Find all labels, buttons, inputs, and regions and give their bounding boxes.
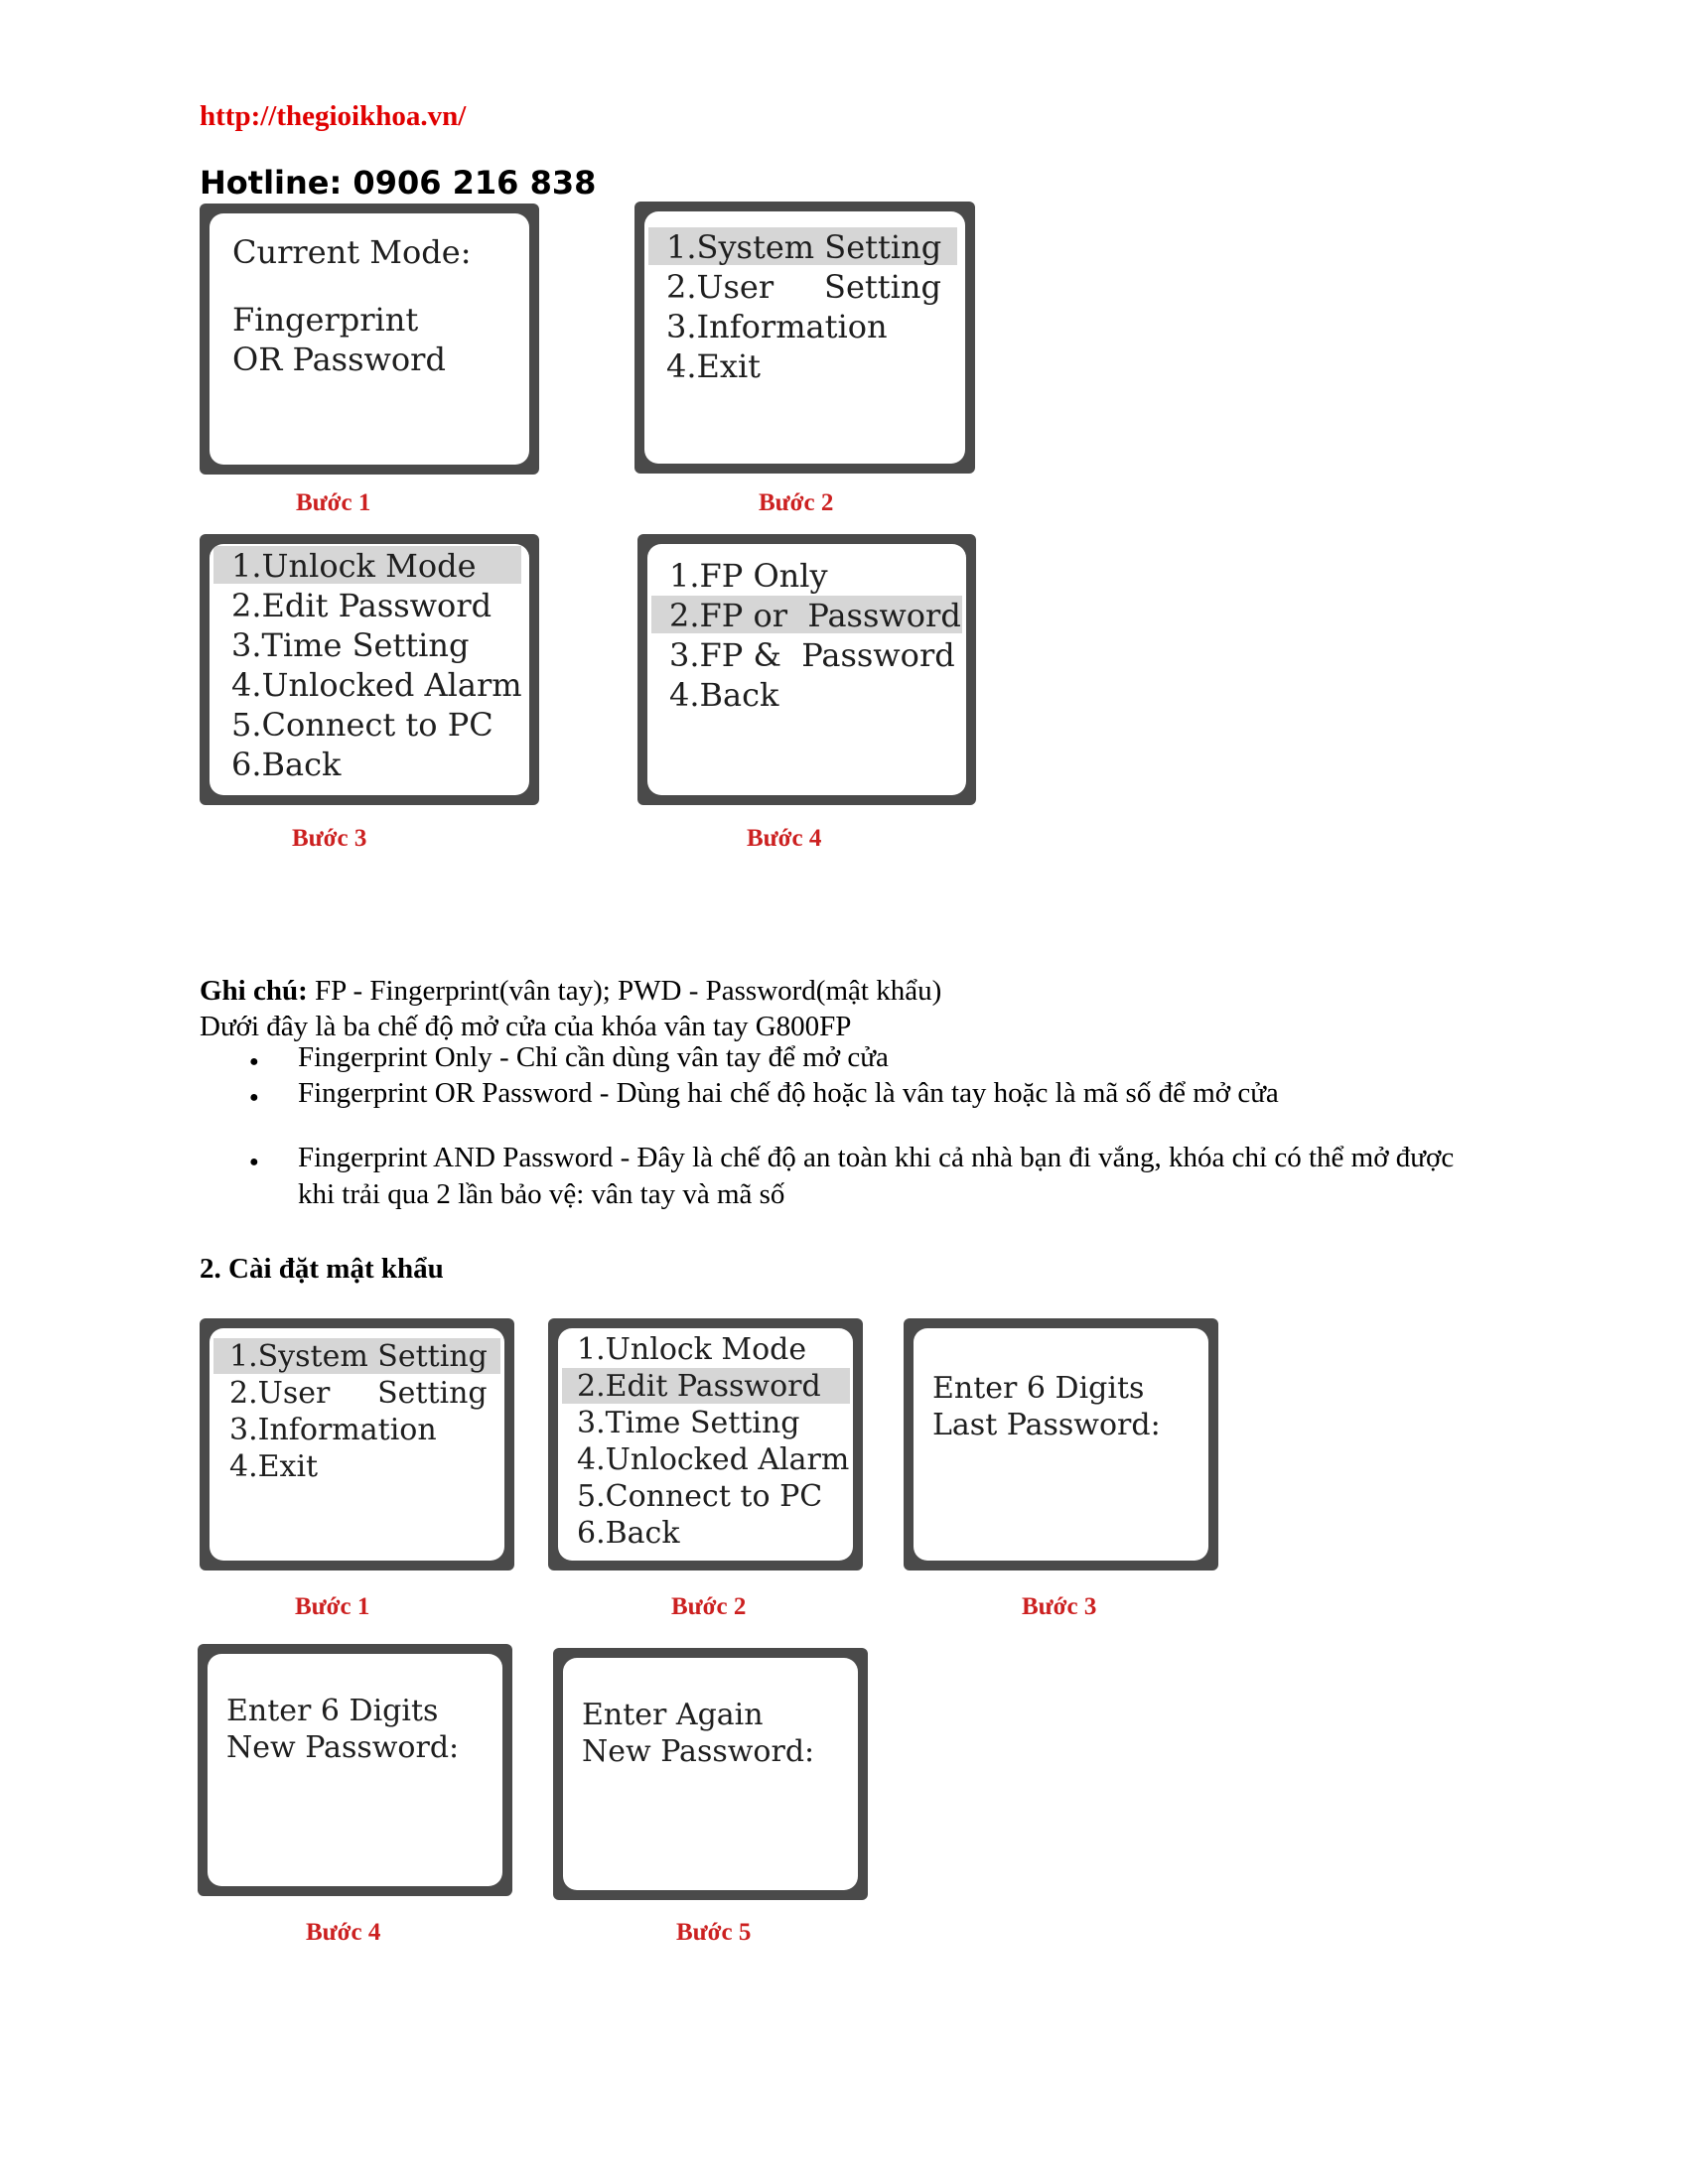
step-label: Bước 4 [747, 825, 822, 852]
bullet-icon: ● [249, 1089, 259, 1106]
lcd-line: Enter 6 Digits [932, 1371, 1145, 1406]
step-label: Bước 1 [295, 1593, 370, 1620]
lcd-screen-main-menu [200, 1318, 514, 1570]
lcd-screen-system-menu [200, 534, 539, 805]
lcd-line: 4.Unlocked Alarm [231, 666, 522, 704]
step-label: Bước 3 [292, 825, 367, 852]
list-item: Fingerprint OR Password - Dùng hai chế độ hoặc là vân tay hoặc là mã số để mở cửa [298, 1077, 1279, 1109]
lcd-screen-unlock-mode-menu [637, 534, 976, 805]
section-title: 2. Cài đặt mật khẩu [200, 1253, 444, 1285]
lcd-line: 4.Exit [666, 347, 762, 385]
lcd-line: 4.Unlocked Alarm [577, 1442, 850, 1477]
list-item: Fingerprint AND Password - Đây là chế độ an toàn khi cả nhà bạn đi vắng, khóa chỉ có thể mở được khi trải qua 2 lần bảo vệ: vân tay và mã số [298, 1142, 1455, 1210]
lcd-line: 2.Edit Password [577, 1369, 821, 1404]
lcd-screen-system-menu [548, 1318, 863, 1570]
note-label: Ghi chú: [200, 975, 308, 1007]
lcd-line: 5.Connect to PC [231, 706, 493, 744]
hotline: Hotline: 0906 216 838 [200, 164, 597, 202]
lcd-line: New Password: [582, 1734, 815, 1769]
step-label: Bước 2 [671, 1593, 747, 1620]
list-item: Fingerprint Only - Chỉ cần dùng vân tay để mở cửa [298, 1041, 889, 1073]
lcd-line: 2.Edit Password [231, 587, 492, 624]
lcd-line: 2.FP or Password [669, 597, 961, 634]
lcd-line: Enter Again [582, 1698, 764, 1732]
lcd-line: 3.Information [666, 308, 888, 345]
note-line [200, 975, 941, 1008]
lcd-screen-main-menu [634, 202, 975, 474]
lcd-line: 1.System Setting [666, 228, 942, 266]
lcd-line: Current Mode: [232, 233, 472, 271]
lcd-line: 3.Time Setting [231, 626, 470, 664]
step-label: Bước 5 [676, 1919, 752, 1946]
bullet-icon: ● [249, 1154, 259, 1170]
lcd-line: 1.Unlock Mode [231, 547, 477, 585]
lcd-line: 3.Information [229, 1413, 437, 1447]
lcd-line: Fingerprint [232, 301, 419, 339]
bullet-icon: ● [249, 1053, 259, 1070]
lcd-line: OR Password [232, 341, 446, 378]
lcd-line: 6.Back [577, 1516, 680, 1551]
lcd-line: 3.Time Setting [577, 1406, 800, 1440]
note-text: FP - Fingerprint(vân tay); PWD - Password(mật khẩu) [307, 975, 942, 1007]
lcd-line: New Password: [226, 1730, 460, 1765]
website-url[interactable]: http://thegioikhoa.vn/ [200, 100, 467, 132]
lcd-line: 6.Back [231, 746, 342, 783]
step-label: Bước 1 [296, 489, 371, 516]
step-label: Bước 3 [1022, 1593, 1097, 1620]
lcd-line: 3.FP & Password [669, 636, 955, 674]
lcd-line: 2.User Setting [666, 268, 941, 306]
lcd-line: 1.Unlock Mode [577, 1332, 807, 1367]
lcd-line: 4.Back [669, 676, 779, 714]
lcd-line: 1.FP Only [669, 557, 828, 595]
lcd-line: 2.User Setting [229, 1376, 488, 1411]
mode-description: Dưới đây là ba chế độ mở cửa của khóa vân tay G800FP [200, 1011, 852, 1042]
step-label: Bước 2 [759, 489, 834, 516]
lcd-screen-confirm-new-password [553, 1648, 868, 1900]
lcd-screen-current-mode [200, 204, 539, 475]
lcd-line: Enter 6 Digits [226, 1694, 439, 1728]
step-label: Bước 4 [306, 1919, 381, 1946]
lcd-screen-enter-new-password [198, 1644, 512, 1896]
lcd-line: Last Password: [932, 1408, 1161, 1442]
lcd-line: 5.Connect to PC [577, 1479, 823, 1514]
lcd-screen-enter-last-password [904, 1318, 1218, 1570]
lcd-line: 1.System Setting [229, 1339, 488, 1374]
lcd-line: 4.Exit [229, 1449, 319, 1484]
